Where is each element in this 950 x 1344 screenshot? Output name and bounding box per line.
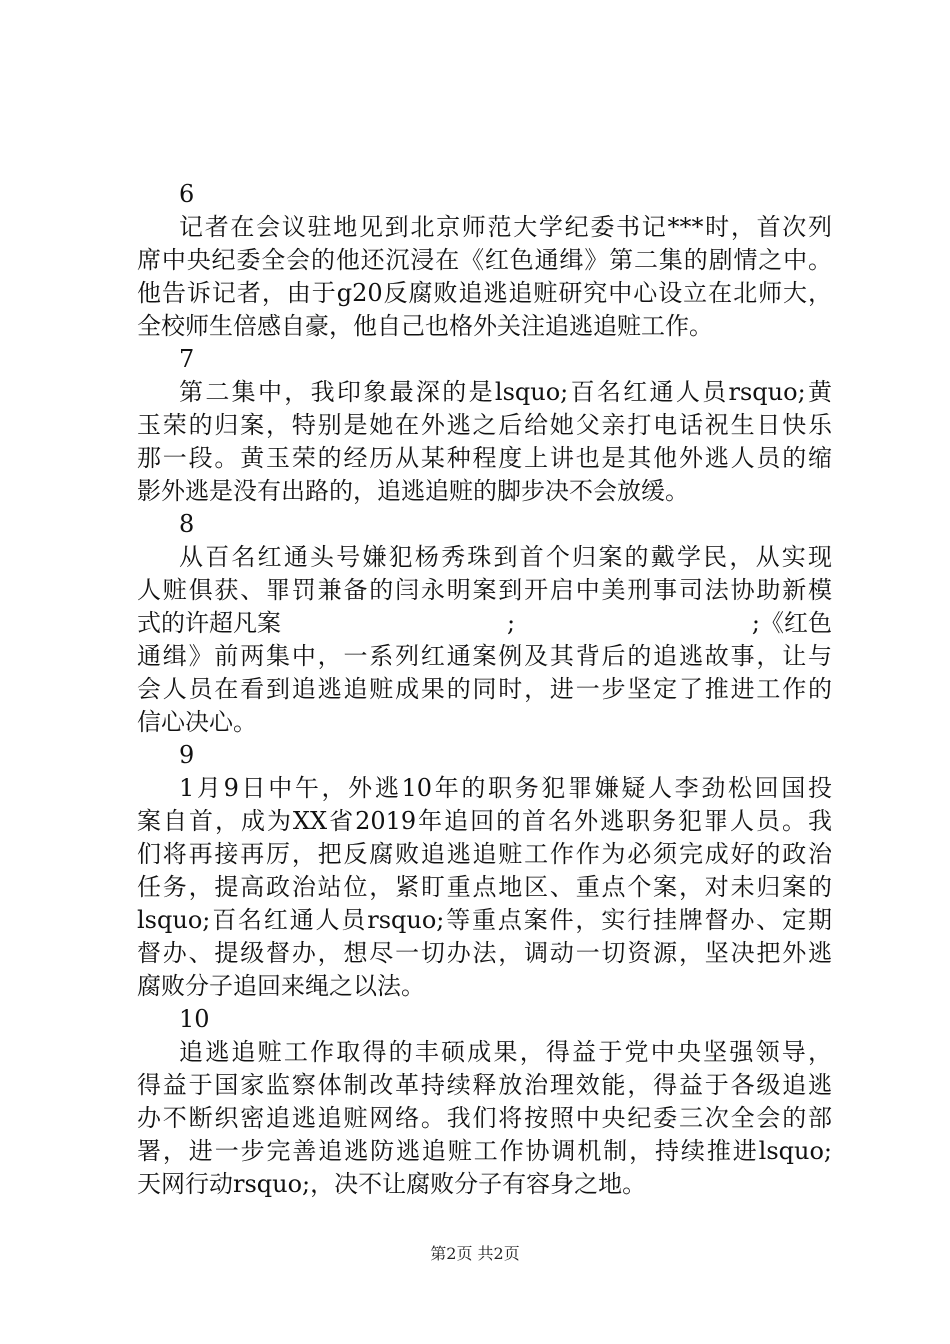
section-number: 7 xyxy=(179,345,195,373)
paragraph-line: 席中央纪委全会的他还沉浸在《红色通缉》第二集的剧情之中。 xyxy=(137,246,832,274)
paragraph-line: 们将再接再厉，把反腐败追逃追赃工作作为必须完成好的政治 xyxy=(137,840,832,868)
paragraph-line: 记者在会议驻地见到北京师范大学纪委书记***时，首次列 xyxy=(179,213,832,241)
section-number: 8 xyxy=(179,510,195,538)
paragraph-line: 办不断织密追逃追赃网络。我们将按照中央纪委三次全会的部 xyxy=(137,1104,832,1132)
section-number: 9 xyxy=(179,741,195,769)
paragraph-line: 得益于国家监察体制改革持续释放治理效能，得益于各级追逃 xyxy=(137,1071,832,1099)
paragraph-line: 腐败分子追回来绳之以法。 xyxy=(137,972,425,1000)
line-fragment: ; xyxy=(507,609,516,637)
paragraph-line: 督办、提级督办，想尽一切办法，调动一切资源，坚决把外逃 xyxy=(137,939,832,967)
section-number: 6 xyxy=(179,180,195,208)
paragraph-line: lsquo;百名红通人员rsquo;等重点案件，实行挂牌督办、定期 xyxy=(137,906,832,934)
paragraph-line: 他告诉记者，由于g20反腐败追逃追赃研究中心设立在北师大， xyxy=(137,279,832,307)
paragraph-line: 那一段。黄玉荣的经历从某种程度上讲也是其他外逃人员的缩 xyxy=(137,444,832,472)
paragraph-line: 会人员在看到追逃追赃成果的同时，进一步坚定了推进工作的 xyxy=(137,675,832,703)
paragraph-line: 案自首，成为XX省2019年追回的首名外逃职务犯罪人员。我 xyxy=(137,807,832,835)
paragraph-line: 署，进一步完善追逃防逃追赃工作协调机制，持续推进lsquo; xyxy=(137,1137,832,1165)
paragraph-line: 从百名红通头号嫌犯杨秀珠到首个归案的戴学民，从实现 xyxy=(179,543,832,571)
paragraph-line: 任务，提高政治站位，紧盯重点地区、重点个案，对未归案的 xyxy=(137,873,832,901)
line-fragment: ;《红色 xyxy=(751,609,832,637)
paragraph-line: 1月9日中午，外逃10年的职务犯罪嫌疑人李劲松回国投 xyxy=(179,774,832,802)
paragraph-line: 玉荣的归案，特别是她在外逃之后给她父亲打电话祝生日快乐 xyxy=(137,411,832,439)
paragraph-line: 全校师生倍感自豪，他自己也格外关注追逃追赃工作。 xyxy=(137,312,713,340)
paragraph-line: 追逃追赃工作取得的丰硕成果，得益于党中央坚强领导， xyxy=(179,1038,832,1066)
page-footer: 第2页 共2页 xyxy=(430,1244,520,1263)
paragraph-line: 天网行动rsquo;，决不让腐败分子有容身之地。 xyxy=(137,1170,647,1198)
paragraph-line: 人赃俱获、罪罚兼备的闫永明案到开启中美刑事司法协助新模 xyxy=(137,576,832,604)
paragraph-line-split xyxy=(137,607,832,640)
paragraph-line: 信心决心。 xyxy=(137,708,257,736)
paragraph-line: 通缉》前两集中，一系列红通案例及其背后的追逃故事，让与 xyxy=(137,642,832,670)
paragraph-line: 影外逃是没有出路的，追逃追赃的脚步决不会放缓。 xyxy=(137,477,689,505)
line-fragment: 式的许超凡案 xyxy=(137,609,281,637)
section-number: 10 xyxy=(179,1005,210,1033)
paragraph-line: 第二集中，我印象最深的是lsquo;百名红通人员rsquo;黄 xyxy=(179,378,832,406)
document-body xyxy=(137,178,832,1201)
